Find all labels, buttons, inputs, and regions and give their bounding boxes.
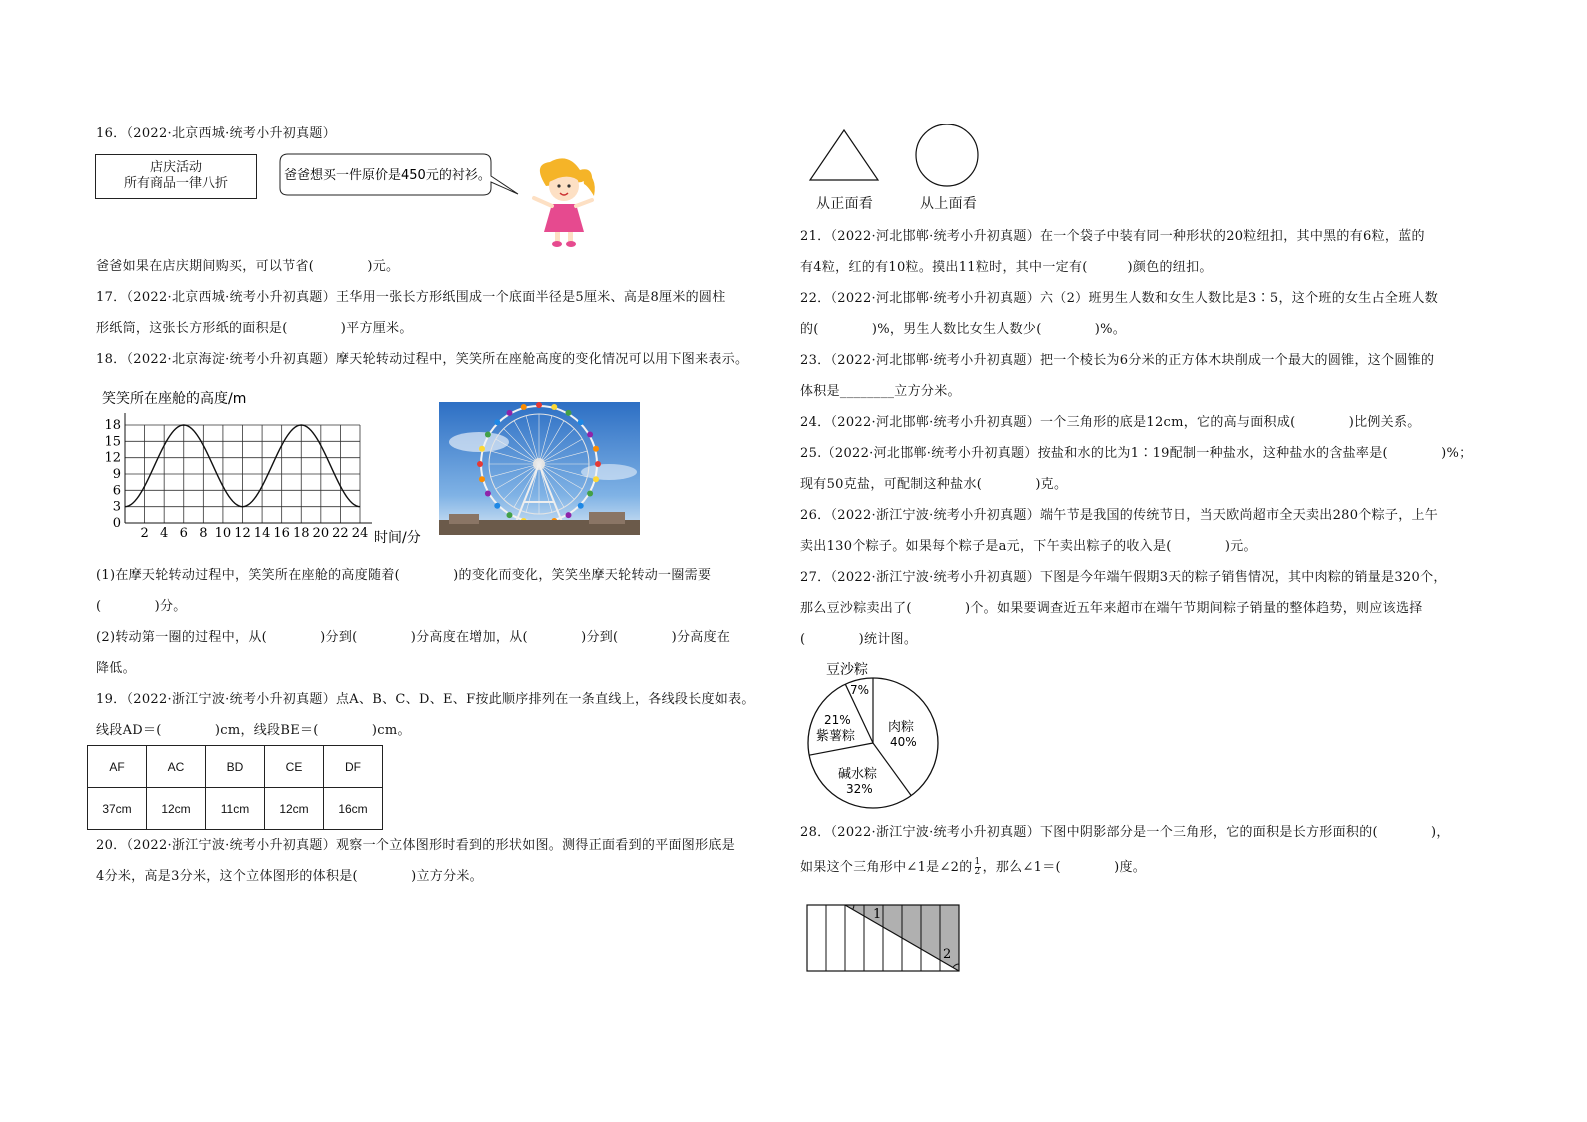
front-view-triangle [808,122,880,184]
q25-line1: 25.（2022·河北邯郸·统考小升初真题）按盐和水的比为1∶19配制一种盐水，这种盐水的含盐率是( )%； [800,446,1473,461]
q23-line1: 23．（2022·河北邯郸·统考小升初真题）把一个棱长为6分米的正方体木块削成一个最大的圆锥，这个圆锥的 [800,353,1435,368]
table-header: BD [206,746,265,788]
y-tick-label: 6 [112,483,121,499]
x-tick-label: 16 [273,526,290,541]
q19-line1: 19．（2022·浙江宁波·统考小升初真题）点A、B、C、D、E、F按此顺序排列在一条直线上，各线段长度如表。 [96,692,755,707]
segment-table-value-row [88,788,383,830]
q19-line2: 线段AD＝( )cm，线段BE＝( )cm。 [96,723,411,738]
wheel-gondola [593,446,599,452]
y-tick-label: 3 [112,499,121,515]
zongzi-pie-chart [800,656,950,816]
q18-line1: 18．（2022·北京海淀·统考小升初真题）摩天轮转动过程中，笑笑所在座舱高度的变化情况可以用下图来表示。 [96,352,749,367]
x-tick-label: 4 [160,526,169,541]
pie-value-rou: 40% [890,735,917,749]
table-header: AF [88,746,147,788]
fraction-numerator: 1 [974,857,981,867]
q27-line1: 27．（2022·浙江宁波·统考小升初真题）下图是今年端午假期3天的粽子销售情况，其中肉粽的销量是320个， [800,570,1447,585]
wheel-gondola [587,491,593,497]
chart-xlabel: 时间/分 [374,530,421,546]
angle-1-label: 1 [873,907,882,922]
q16-heading: 16．（2022·北京西城·统考小升初真题） [96,126,336,141]
angle-2-label: 2 [943,947,952,962]
wheel-gondola [595,461,601,467]
chart-grid [125,413,372,523]
x-tick-label: 8 [199,526,208,541]
q28-line2 [800,858,1146,877]
pie-label-rou: 肉粽 [888,720,915,735]
front-view-label: 从正面看 [816,196,874,212]
pie-value-zishu: 21% [824,713,851,727]
wheel-gondola [507,410,513,416]
table-header: CE [265,746,324,788]
top-view-label: 从上面看 [920,196,978,212]
wheel-gondola [578,503,584,509]
wheel-gondola [479,476,485,482]
shaded-triangle-diagram [806,904,962,974]
q16-text: 爸爸如果在店庆期间购买，可以节省( )元。 [96,259,400,274]
segment-table [87,745,383,830]
wheel-gondola [536,402,542,408]
y-tick-label: 9 [112,467,121,482]
girl-illustration [528,156,600,248]
wheel-gondola [485,491,491,497]
wheel-gondola [494,419,500,425]
q18-sub2-line2: 降低。 [96,661,136,676]
table-cell: 16cm [324,788,383,830]
pie-label-jianshui: 碱水粽 [838,767,878,782]
table-cell: 11cm [206,788,265,830]
q23-line2: 体积是________立方分米。 [800,384,961,399]
q24-line1: 24．（2022·河北邯郸·统考小升初真题）一个三角形的底是12cm，它的高与面积成( )比例关系。 [800,415,1421,430]
table-cell: 37cm [88,788,147,830]
table-header: AC [147,746,206,788]
wheel-gondola [566,512,572,518]
x-tick-label: 20 [312,526,330,541]
store-sign [95,154,257,199]
q28-line1: 28．（2022·浙江宁波·统考小升初真题）下图中阴影部分是一个三角形，它的面积是长方形面积的( )， [800,825,1450,840]
wheel-gondola [593,476,599,482]
q17-line1: 17．（2022·北京西城·统考小升初真题）王华用一张长方形纸围成一个底面半径是5厘米、高是8厘米的圆柱 [96,290,726,305]
fraction-denominator: 2 [974,867,981,877]
q27-line3: ( )统计图。 [800,632,918,647]
store-sign-line1: 店庆活动 [149,160,202,175]
q26-line2: 卖出130个粽子。如果每个粽子是a元，下午卖出粽子的收入是( )元。 [800,539,1257,554]
x-tick-label: 2 [140,526,149,541]
pie-label-dousha: 豆沙粽 [826,662,868,678]
wheel-gondola [587,432,593,438]
q22-line2: 的( )%，男生人数比女生人数少( )%。 [800,322,1127,337]
x-tick-label: 14 [253,526,271,541]
wheel-gondola [477,461,483,467]
pie-value-jianshui: 32% [846,782,873,796]
q18-sub1-line2: ( )分。 [96,599,187,614]
wheel-gondola [485,432,491,438]
x-tick-label: 10 [214,526,232,541]
wheel-gondola [479,446,485,452]
speech-bubble-text: 爸爸想买一件原价是450元的衬衫。 [284,168,491,183]
table-cell: 12cm [265,788,324,830]
x-tick-label: 24 [351,526,369,541]
wheel-gondola [578,419,584,425]
pie-value-dousha: 7% [850,683,870,697]
one-half-fraction [975,858,981,877]
y-tick-label: 15 [104,434,121,450]
wheel-gondola [551,404,557,410]
q25-line2: 现有50克盐，可配制这种盐水( )克。 [800,477,1068,492]
q22-line1: 22．（2022·河北邯郸·统考小升初真题）六（2）班男生人数和女生人数比是3∶5，这个班的女生占全班人数 [800,291,1439,306]
q18-sub1-line1: (1)在摩天轮转动过程中，笑笑所在座舱的高度随着( )的变化而变化，笑笑坐摩天轮转动一圈需要 [96,568,712,583]
q20-line2: 4分米，高是3分米，这个立体图形的体积是( )立方分米。 [96,869,483,884]
top-view-circle [914,124,982,188]
q26-line1: 26．（2022·浙江宁波·统考小升初真题）端午节是我国的传统节日，当天欧尚超市全天卖出280个粽子，上午 [800,508,1439,523]
x-tick-label: 22 [332,526,349,541]
table-cell: 12cm [147,788,206,830]
wheel-gondola [494,503,500,509]
table-header: DF [324,746,383,788]
wheel-gondola [566,410,572,416]
y-tick-label: 12 [104,450,121,466]
q18-sub2-line1: (2)转动第一圈的过程中，从( )分到( )分高度在增加，从( )分到( )分高度在 [96,630,731,645]
store-sign-line2: 所有商品一律八折 [123,176,228,191]
x-tick-label: 18 [292,526,310,541]
q21-line1: 21．（2022·河北邯郸·统考小升初真题）在一个袋子中装有同一种形状的20粒纽扣，其中黑的有6粒，蓝的 [800,229,1425,244]
x-tick-label: 6 [179,526,188,541]
q27-line2: 那么豆沙粽卖出了( )个。如果要调查近五年来超市在端午节期间粽子销量的整体趋势，则应该选择 [800,601,1423,616]
y-tick-label: 18 [104,418,121,433]
height-line-chart [96,386,436,548]
q20-line1: 20．（2022·浙江宁波·统考小升初真题）观察一个立体图形时看到的形状如图。测得正面看到的平面图形底是 [96,838,735,853]
x-tick-label: 12 [234,526,251,541]
chart-ylabel: 笑笑所在座舱的高度/m [102,391,247,407]
y-tick-label: 0 [112,516,121,531]
ferris-wheel-photo [439,402,640,535]
wheel-gondola [521,404,527,410]
pie-label-zishu: 紫薯粽 [816,729,856,744]
wheel-gondola [507,512,513,518]
segment-table-header-row [88,746,383,788]
speech-bubble [278,152,528,202]
q28-line2-end: ，那么∠1＝( )度。 [982,860,1147,875]
q17-line2: 形纸筒，这张长方形纸的面积是( )平方厘米。 [96,321,413,336]
q28-line2-start: 如果这个三角形中∠1是∠2的 [800,860,973,875]
q21-line2: 有4粒，红的有10粒。摸出11粒时，其中一定有( )颜色的纽扣。 [800,260,1213,275]
